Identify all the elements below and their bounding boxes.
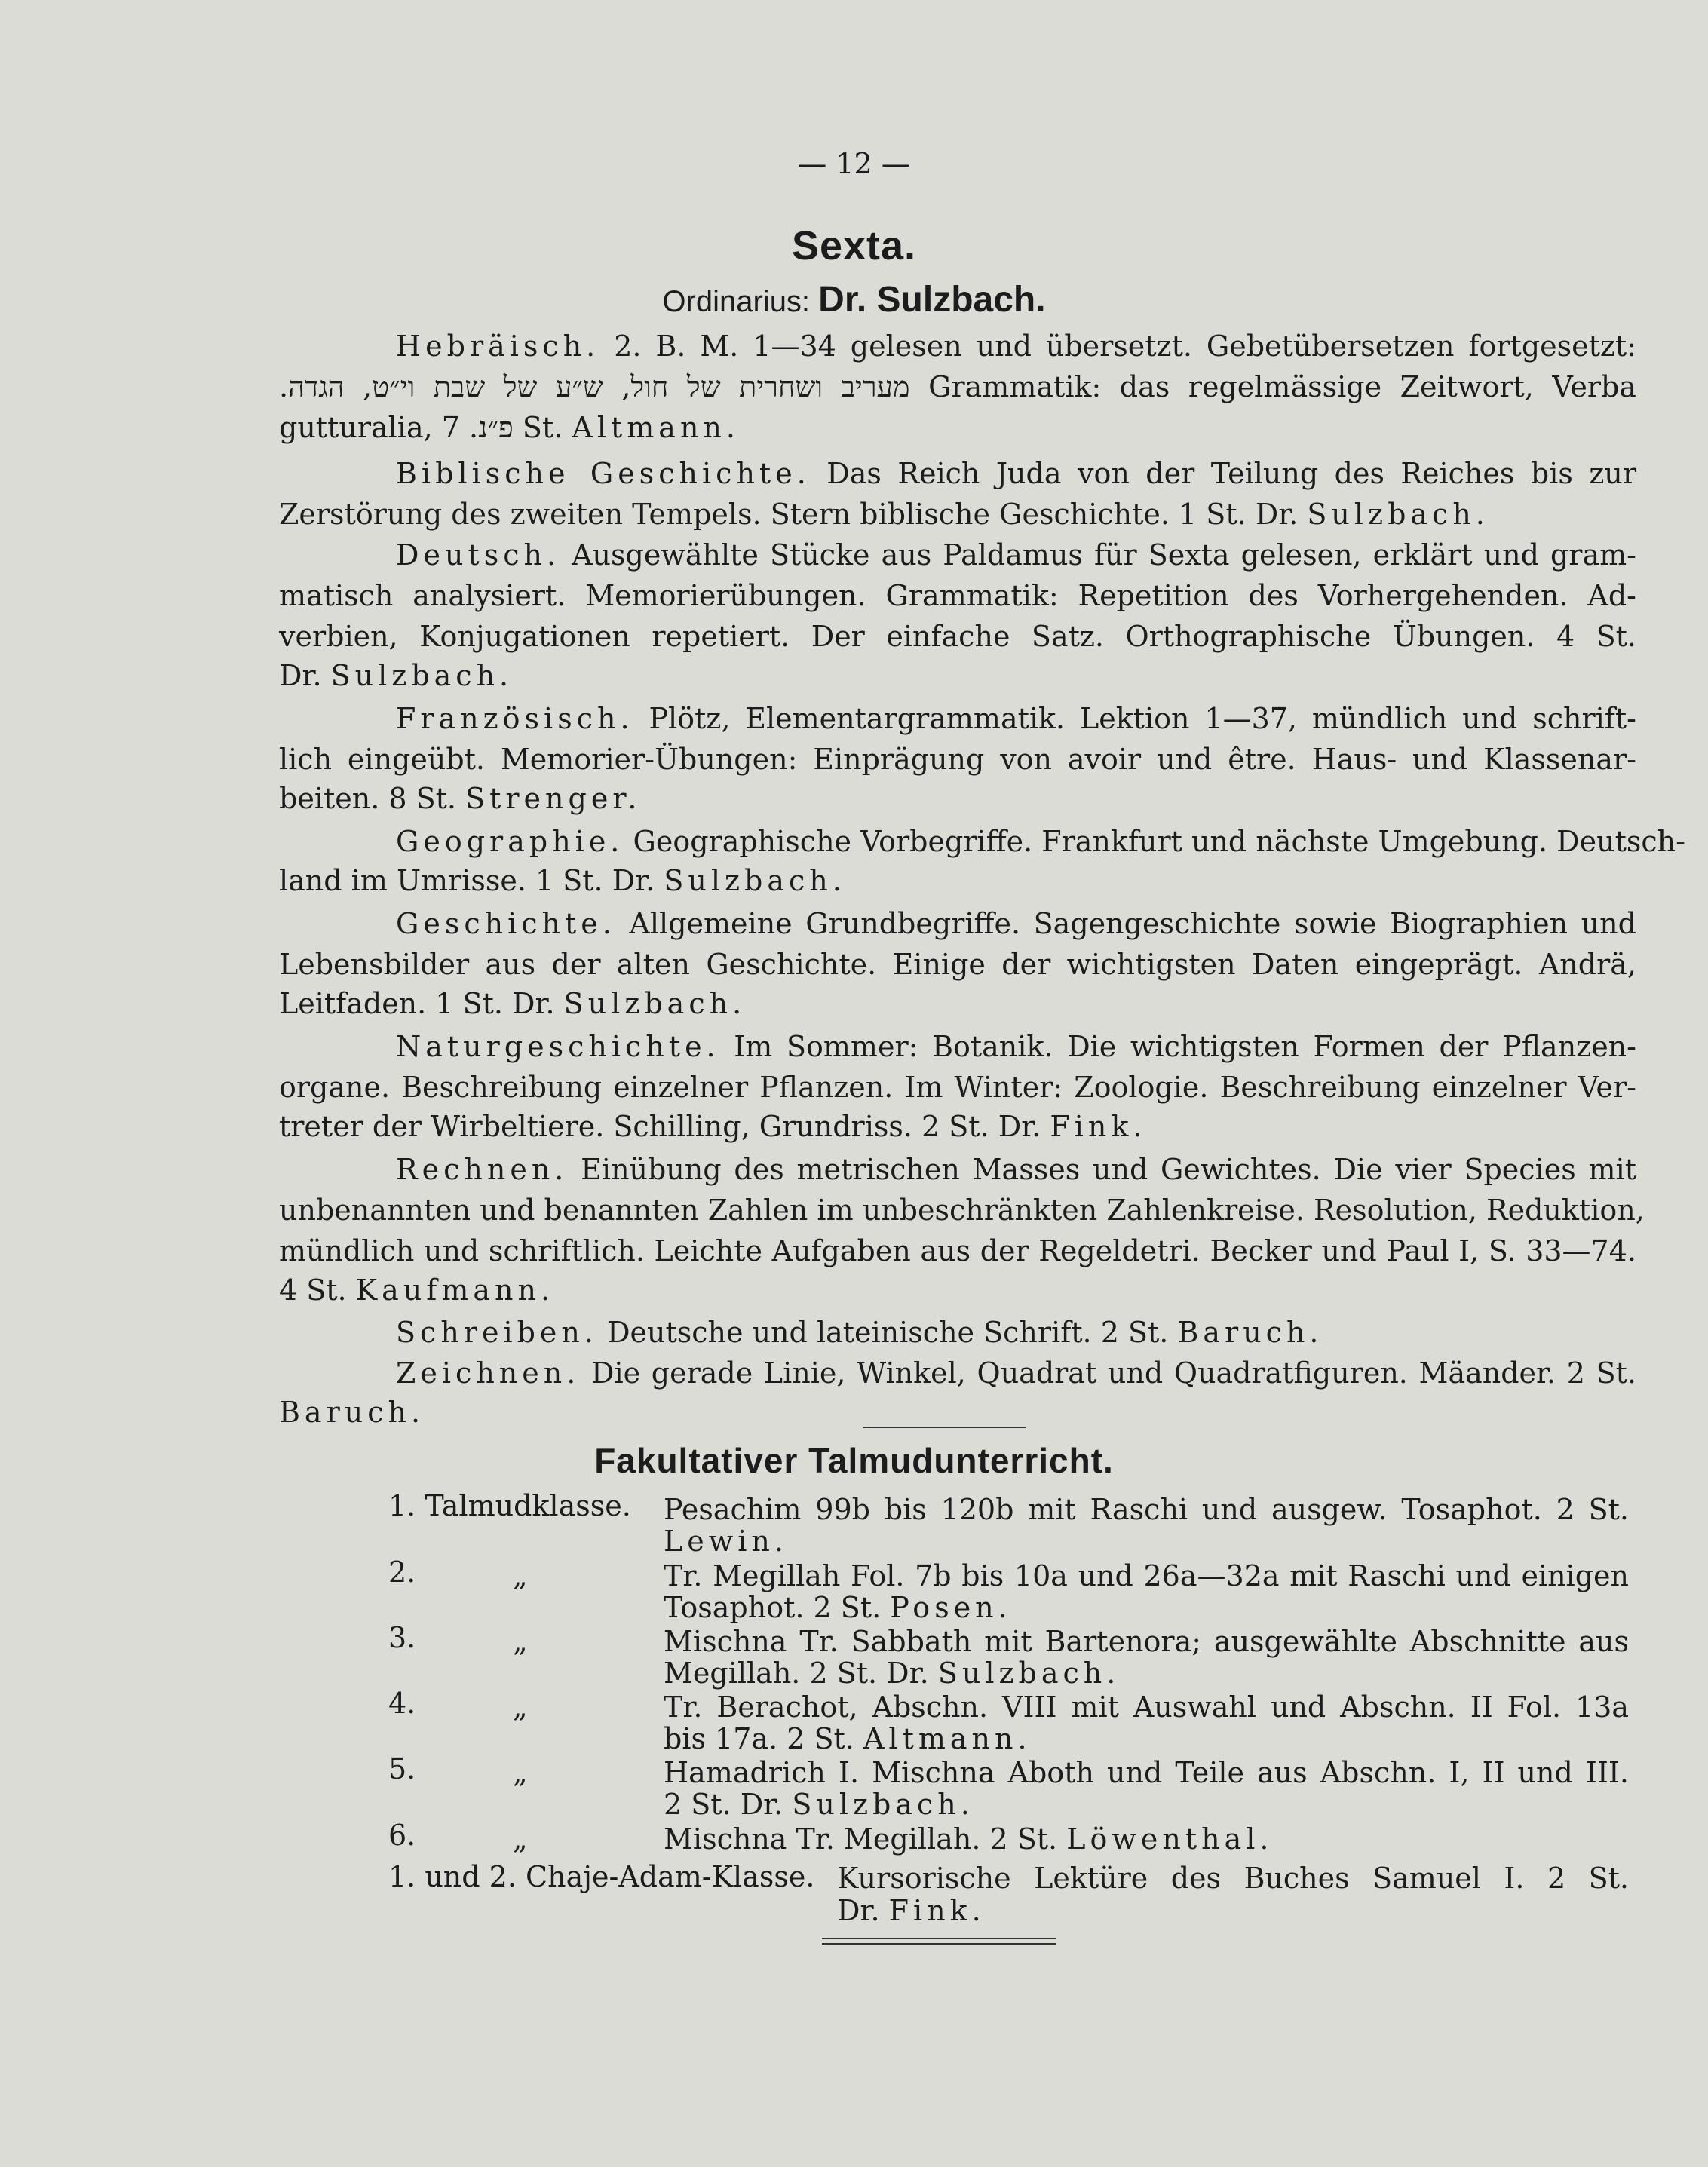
teacher-name: Löwenthal.	[1066, 1822, 1274, 1856]
talmud-entry-text: Tr. Berachot, Abschn. VIII mit Auswahl und Abschn. II Fol. 13a	[664, 1690, 1629, 1724]
ditto-mark: „	[513, 1625, 528, 1658]
paragraph-hebraeisch-line: מעריב ושחרית של חול, ש״ע של שבת וי״ט, הגדה. Grammatik: das regelmässige Zeitwort, Verba	[279, 370, 1636, 403]
subject-head: Geschichte.	[396, 907, 616, 940]
paragraph-hebraeisch-line: Hebräisch. 2. B. M. 1—34 gelesen und übersetzt. Gebetübersetzen fortgesetzt:	[396, 329, 1636, 363]
ditto-mark: „	[513, 1690, 528, 1724]
talmud-entry-number: 6.	[388, 1819, 416, 1852]
paragraph-geschichte-line: Lebensbilder aus der alten Geschichte. Einige der wichtigsten Daten eingeprägt. Andrä,	[279, 948, 1636, 981]
paragraph-rechnen-line: 4 St. Kaufmann.	[279, 1274, 555, 1307]
paragraph-deutsch-line: matisch analysiert. Memorierübungen. Grammatik: Repetition des Vorhergehenden. Ad-	[279, 579, 1636, 612]
talmud-entry-text: Tosaphot. 2 St. Posen.	[664, 1591, 1012, 1624]
talmud-entry-number: 4.	[388, 1687, 416, 1720]
paragraph-franzoesisch-line: lich eingeübt. Memorier-Übungen: Einprägung von avoir und être. Haus- und Klassenar-	[279, 743, 1636, 776]
talmud-entry-number: 3.	[388, 1621, 416, 1654]
paragraph-deutsch-line: Deutsch. Ausgewählte Stücke aus Paldamus für Sexta gelesen, erklärt und gram-	[396, 538, 1636, 572]
teacher-name: Altmann.	[863, 1722, 1032, 1755]
subject-head: Geographie.	[396, 825, 624, 858]
ordinarius-line	[0, 279, 1708, 320]
subject-head: Hebräisch.	[396, 329, 600, 363]
talmud-entry-text: Pesachim 99b bis 120b mit Raschi und ausgew. Tosaphot. 2 St.	[664, 1493, 1629, 1526]
talmud-entry-text: bis 17a. 2 St. Altmann.	[664, 1722, 1032, 1755]
chaje-adam-text: Dr. Fink.	[837, 1894, 986, 1927]
teacher-name: Sulzbach.	[563, 987, 747, 1020]
paragraph-rechnen-line: Rechnen. Einübung des metrischen Masses und Gewichtes. Die vier Species mit	[396, 1153, 1636, 1186]
paragraph-naturgeschichte-line: treter der Wirbeltiere. Schilling, Grundriss. 2 St. Dr. Fink.	[279, 1110, 1147, 1143]
teacher-name: Baruch.	[279, 1396, 425, 1429]
talmud-heading: Fakultativer Talmudunterricht.	[594, 1441, 1114, 1480]
talmud-entry-number: 5.	[388, 1752, 416, 1785]
paragraph-naturgeschichte-line: organe. Beschreibung einzelner Pflanzen. Im Winter: Zoologie. Beschreibung einzelner Ver-	[279, 1071, 1636, 1104]
talmud-entry-text: Mischna Tr. Megillah. 2 St. Löwenthal.	[664, 1822, 1274, 1856]
teacher-name: Kaufmann.	[355, 1274, 555, 1307]
ditto-mark: „	[513, 1822, 528, 1856]
talmud-entry-text: Tr. Megillah Fol. 7b bis 10a und 26a—32a mit Raschi und einigen	[664, 1559, 1629, 1592]
end-rule	[822, 1938, 1056, 1939]
teacher-name: Sulzbach.	[664, 864, 846, 897]
paragraph-rechnen-line: unbenannten und benannten Zahlen im unbeschränkten Zahlenkreise. Resolution, Reduktion,	[279, 1194, 1645, 1227]
teacher-name: Fink.	[1050, 1110, 1147, 1143]
paragraph-biblische-line: Biblische Geschichte. Das Reich Juda von der Teilung des Reiches bis zur	[396, 457, 1636, 490]
subject-head: Naturgeschichte.	[396, 1030, 720, 1063]
paragraph-franzoesisch-line: Französisch. Plötz, Elementargrammatik. Lektion 1—37, mündlich und schrift-	[396, 702, 1636, 735]
talmud-entry-text: 2 St. Dr. Sulzbach.	[664, 1788, 974, 1821]
talmud-entry-number: 1. Talmudklasse.	[388, 1489, 631, 1522]
paragraph-geographie-line: Geographie. Geographische Vorbegriffe. Frankfurt und nächste Umgebung. Deutsch-	[396, 825, 1685, 858]
teacher-name: Lewin.	[664, 1525, 788, 1558]
subject-head: Französisch.	[396, 702, 634, 735]
page-number: — 12 —	[798, 147, 910, 180]
teacher-name: Fink.	[888, 1894, 986, 1927]
teacher-name: Strenger.	[465, 782, 642, 815]
talmud-entry-number: 2.	[388, 1556, 416, 1589]
paragraph-geschichte-line: Leitfaden. 1 St. Dr. Sulzbach.	[279, 987, 747, 1020]
section-heading: Sexta.	[791, 223, 917, 268]
subject-head: Rechnen.	[396, 1153, 569, 1186]
chaje-adam-label: 1. und 2. Chaje-Adam-Klasse.	[388, 1860, 815, 1893]
paragraph-hebraeisch-line: gutturalia, פ״נ. 7 St. Altmann.	[279, 411, 740, 444]
paragraph-rechnen-line: mündlich und schriftlich. Leichte Aufgaben aus der Regeldetri. Becker und Paul I, S. 33—74.	[279, 1234, 1636, 1267]
paragraph-naturgeschichte-line: Naturgeschichte. Im Sommer: Botanik. Die wichtigsten Formen der Pflanzen-	[396, 1030, 1636, 1063]
paragraph-geographie-line: land im Umrisse. 1 St. Dr. Sulzbach.	[279, 864, 846, 897]
ordinarius-label: Ordinarius:	[662, 285, 811, 318]
end-rule	[822, 1943, 1056, 1945]
teacher-name: Posen.	[890, 1591, 1012, 1624]
paragraph-deutsch-line: Dr. Sulzbach.	[279, 659, 514, 692]
teacher-name: Baruch.	[1177, 1316, 1323, 1349]
talmud-entry-text: Megillah. 2 St. Dr. Sulzbach.	[664, 1657, 1121, 1690]
ditto-mark: „	[513, 1559, 528, 1592]
paragraph-geschichte-line: Geschichte. Allgemeine Grundbegriffe. Sagengeschichte sowie Biographien und	[396, 907, 1636, 940]
subject-head: Zeichnen.	[396, 1356, 581, 1390]
paragraph-schreiben-line: Schreiben. Deutsche und lateinische Schrift. 2 St. Baruch.	[396, 1316, 1323, 1349]
ordinarius-name: Dr. Sulzbach.	[818, 280, 1046, 320]
paragraph-deutsch-line: verbien, Konjugationen repetiert. Der einfache Satz. Orthographische Übungen. 4 St.	[279, 620, 1636, 653]
teacher-name: Sulzbach.	[330, 659, 514, 692]
paragraph-zeichnen-line: Zeichnen. Die gerade Linie, Winkel, Quadrat und Quadratfiguren. Mäander. 2 St.	[396, 1356, 1636, 1390]
talmud-entry-text: Mischna Tr. Sabbath mit Bartenora; ausgewählte Abschnitte aus	[664, 1625, 1629, 1658]
teacher-name: Sulzbach.	[937, 1657, 1121, 1690]
talmud-entry-text: Hamadrich I. Mischna Aboth und Teile aus Abschn. I, II und III.	[664, 1756, 1629, 1789]
teacher-name: Sulzbach.	[1307, 498, 1489, 531]
ditto-mark: „	[513, 1756, 528, 1789]
teacher-name: Altmann.	[572, 411, 740, 444]
paragraph-biblische-line: Zerstörung des zweiten Tempels. Stern biblische Geschichte. 1 St. Dr. Sulzbach.	[279, 498, 1489, 531]
paragraph-franzoesisch-line: beiten. 8 St. Strenger.	[279, 782, 642, 815]
subject-head: Biblische Geschichte.	[396, 457, 811, 490]
subject-head: Deutsch.	[396, 538, 561, 572]
teacher-name: Sulzbach.	[792, 1788, 974, 1821]
chaje-adam-text: Kursorische Lektüre des Buches Samuel I. 2 St.	[837, 1862, 1629, 1895]
hebrew-text: מעריב ושחרית של חול, ש״ע של שבת וי״ט, הגדה.	[279, 370, 910, 403]
subject-head: Schreiben.	[396, 1316, 598, 1349]
separator-rule	[863, 1427, 1026, 1428]
